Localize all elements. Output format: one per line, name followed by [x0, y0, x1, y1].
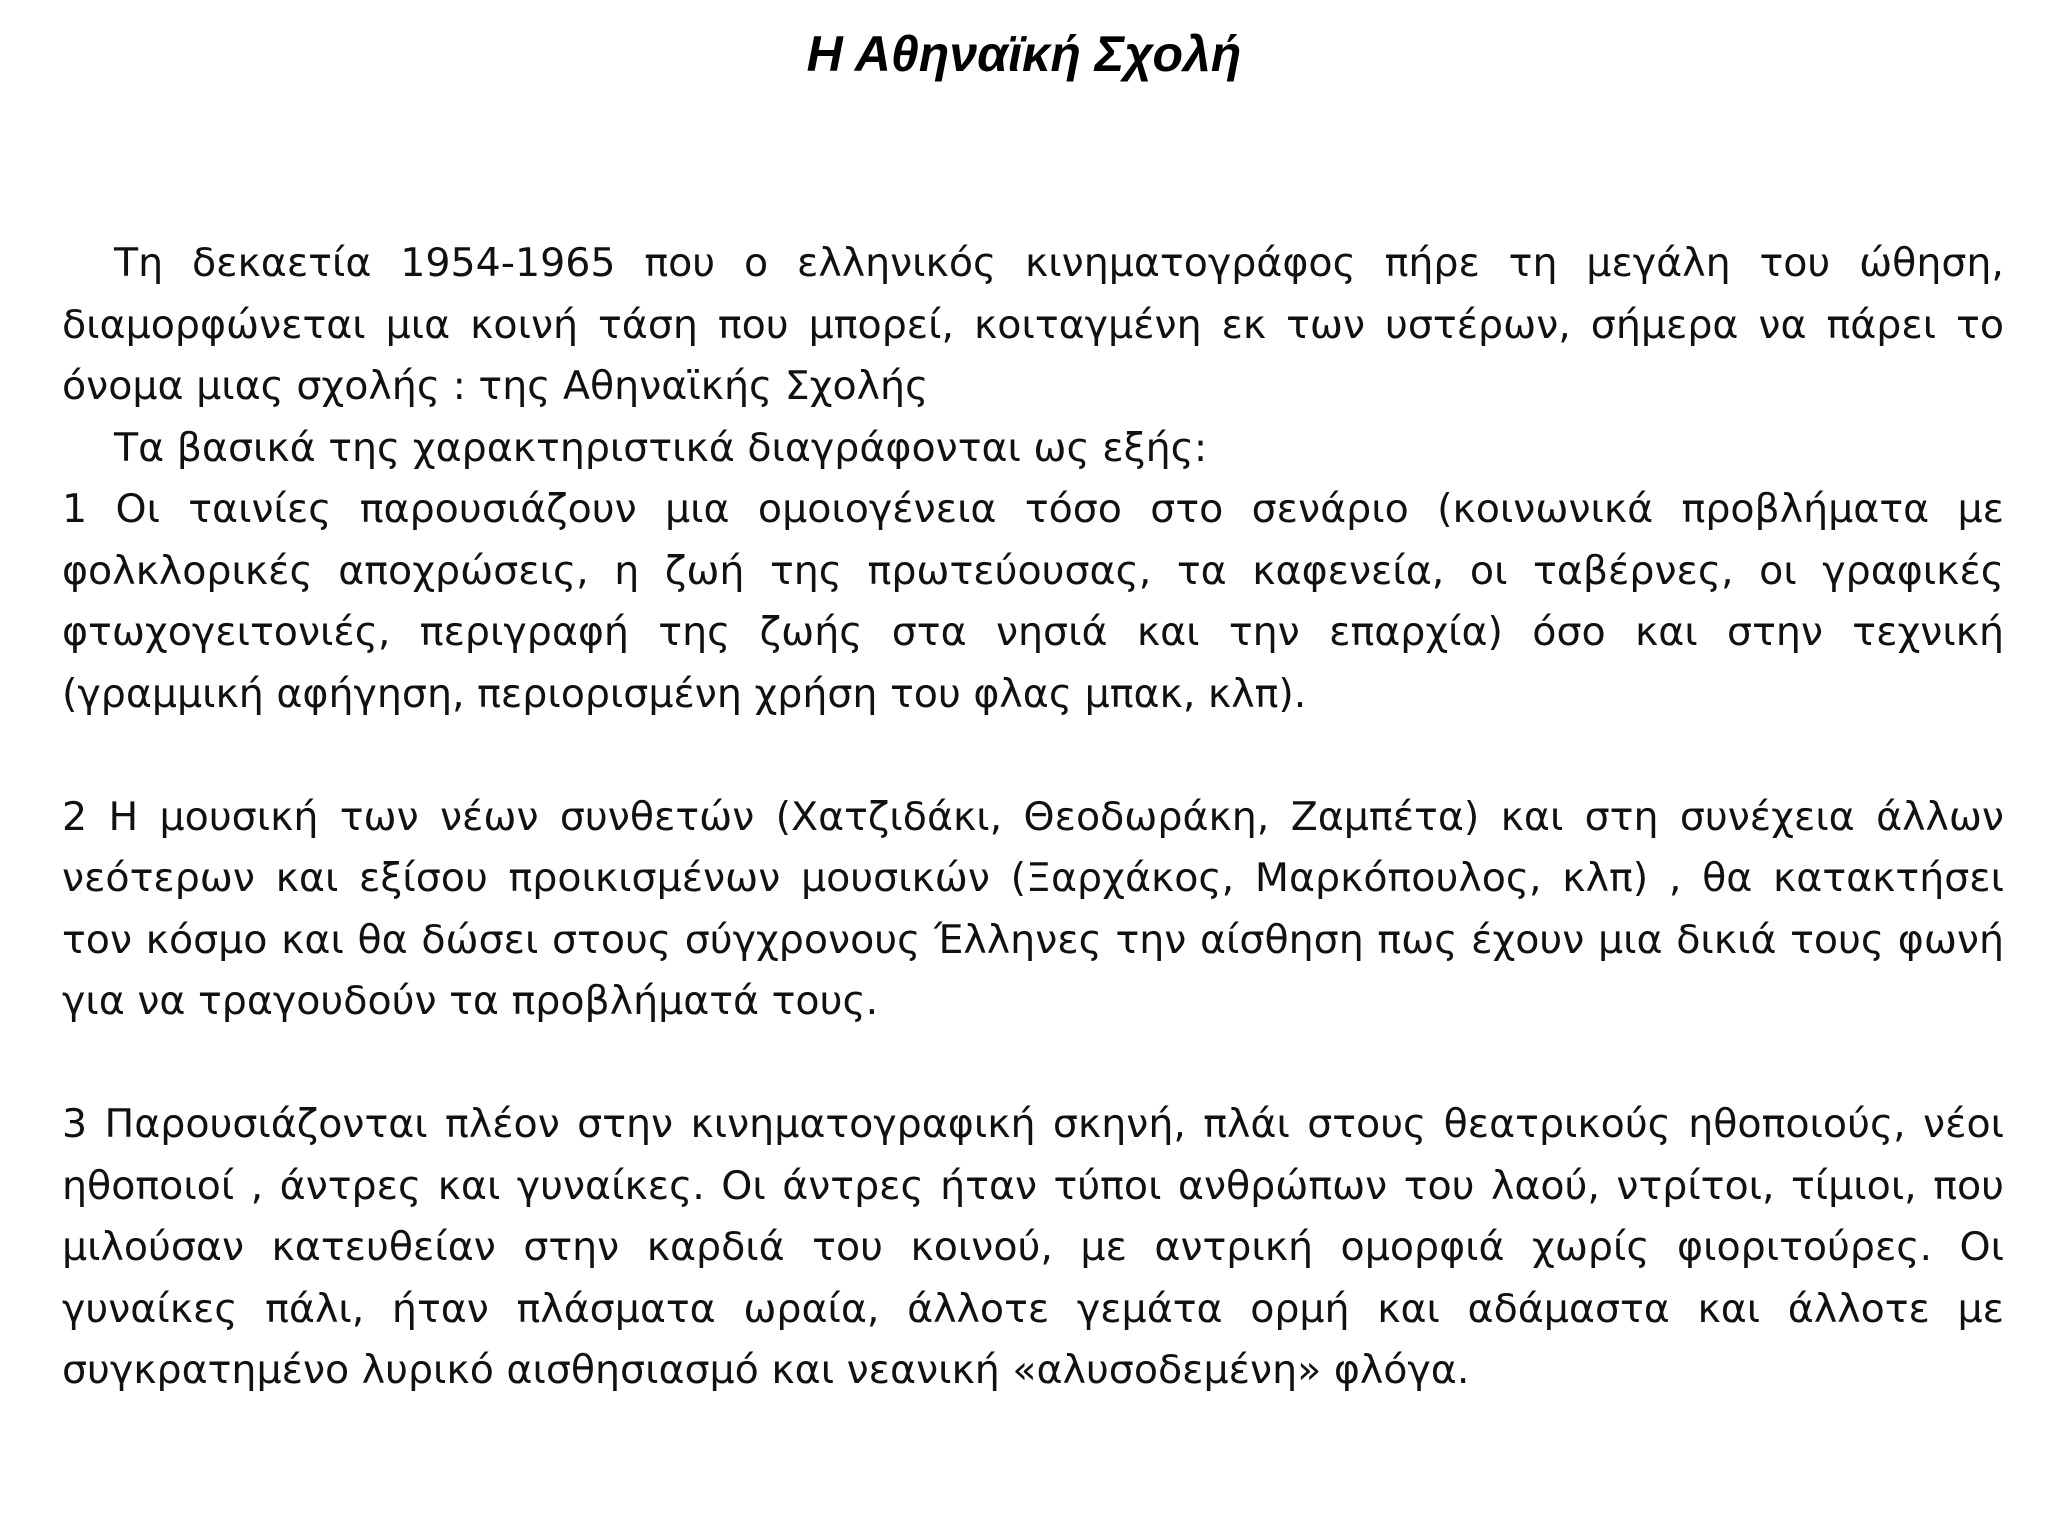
- paragraph-spacer: [62, 1033, 2004, 1095]
- intro-paragraph: Τη δεκαετία 1954-1965 που ο ελληνικός κινηματογράφος πήρε τη μεγάλη του ώθηση, διαμορφώνεται μια κοινή τάση που μπορεί, κοιταγμένη εκ των υστέρων, σήμερα να πάρει το όνομα μιας σχολής : της Αθηναϊκής Σχολής: [62, 240, 2004, 409]
- point-3-paragraph: 3 Παρουσιάζονται πλέον στην κινηματογραφική σκηνή, πλάι στους θεατρικούς ηθοποιούς, νέοι ηθοποιοί , άντρες και γυναίκες. Οι άντρες ήταν τύποι ανθρώπων του λαού, ντρίτοι, τίμιοι, που μιλούσαν κατευθείαν στην καρδιά του κοινού, με αντρική ομορφιά χωρίς φιοριτούρες. Οι γυναίκες πάλι, ήταν πλάσματα ωραία, άλλοτε γεμάτα ορμή και αδάμαστα και άλλοτε με συγκρατημένο λυρικό αισθησιασμό και νεανική «αλυσοδεμένη» φλόγα.: [62, 1101, 2004, 1393]
- point-1-paragraph: 1 Οι ταινίες παρουσιάζουν μια ομοιογένεια τόσο στο σενάριο (κοινωνικά προβλήματα με φολκλορικές αποχρώσεις, η ζωή της πρωτεύουσας, τα καφενεία, οι ταβέρνες, οι γραφικές φτωχογειτονιές, περιγραφή της ζωής στα νησιά και την επαρχία) όσο και στην τεχνική (γραμμική αφήγηση, περιορισμένη χρήση του φλας μπακ, κλπ).: [62, 486, 2004, 717]
- paragraph-spacer: [62, 725, 2004, 787]
- slide-title: Η Αθηναϊκή Σχολή: [806, 26, 1242, 82]
- slide-body: [62, 233, 2004, 1402]
- point-2-paragraph: 2 Η μουσική των νέων συνθετών (Χατζιδάκι, Θεοδωράκη, Ζαμπέτα) και στη συνέχεια άλλων νεότερων και εξίσου προικισμένων μουσικών (Ξαρχάκος, Μαρκόπουλος, κλπ) , θα κατακτήσει τον κόσμο και θα δώσει στους σύγχρονους Έλληνες την αίσθηση πως έχουν μια δικιά τους φωνή για να τραγουδούν τα προβλήματά τους.: [62, 793, 2004, 1024]
- lead-in-paragraph: Τα βασικά της χαρακτηριστικά διαγράφονται ως εξής:: [114, 424, 1208, 471]
